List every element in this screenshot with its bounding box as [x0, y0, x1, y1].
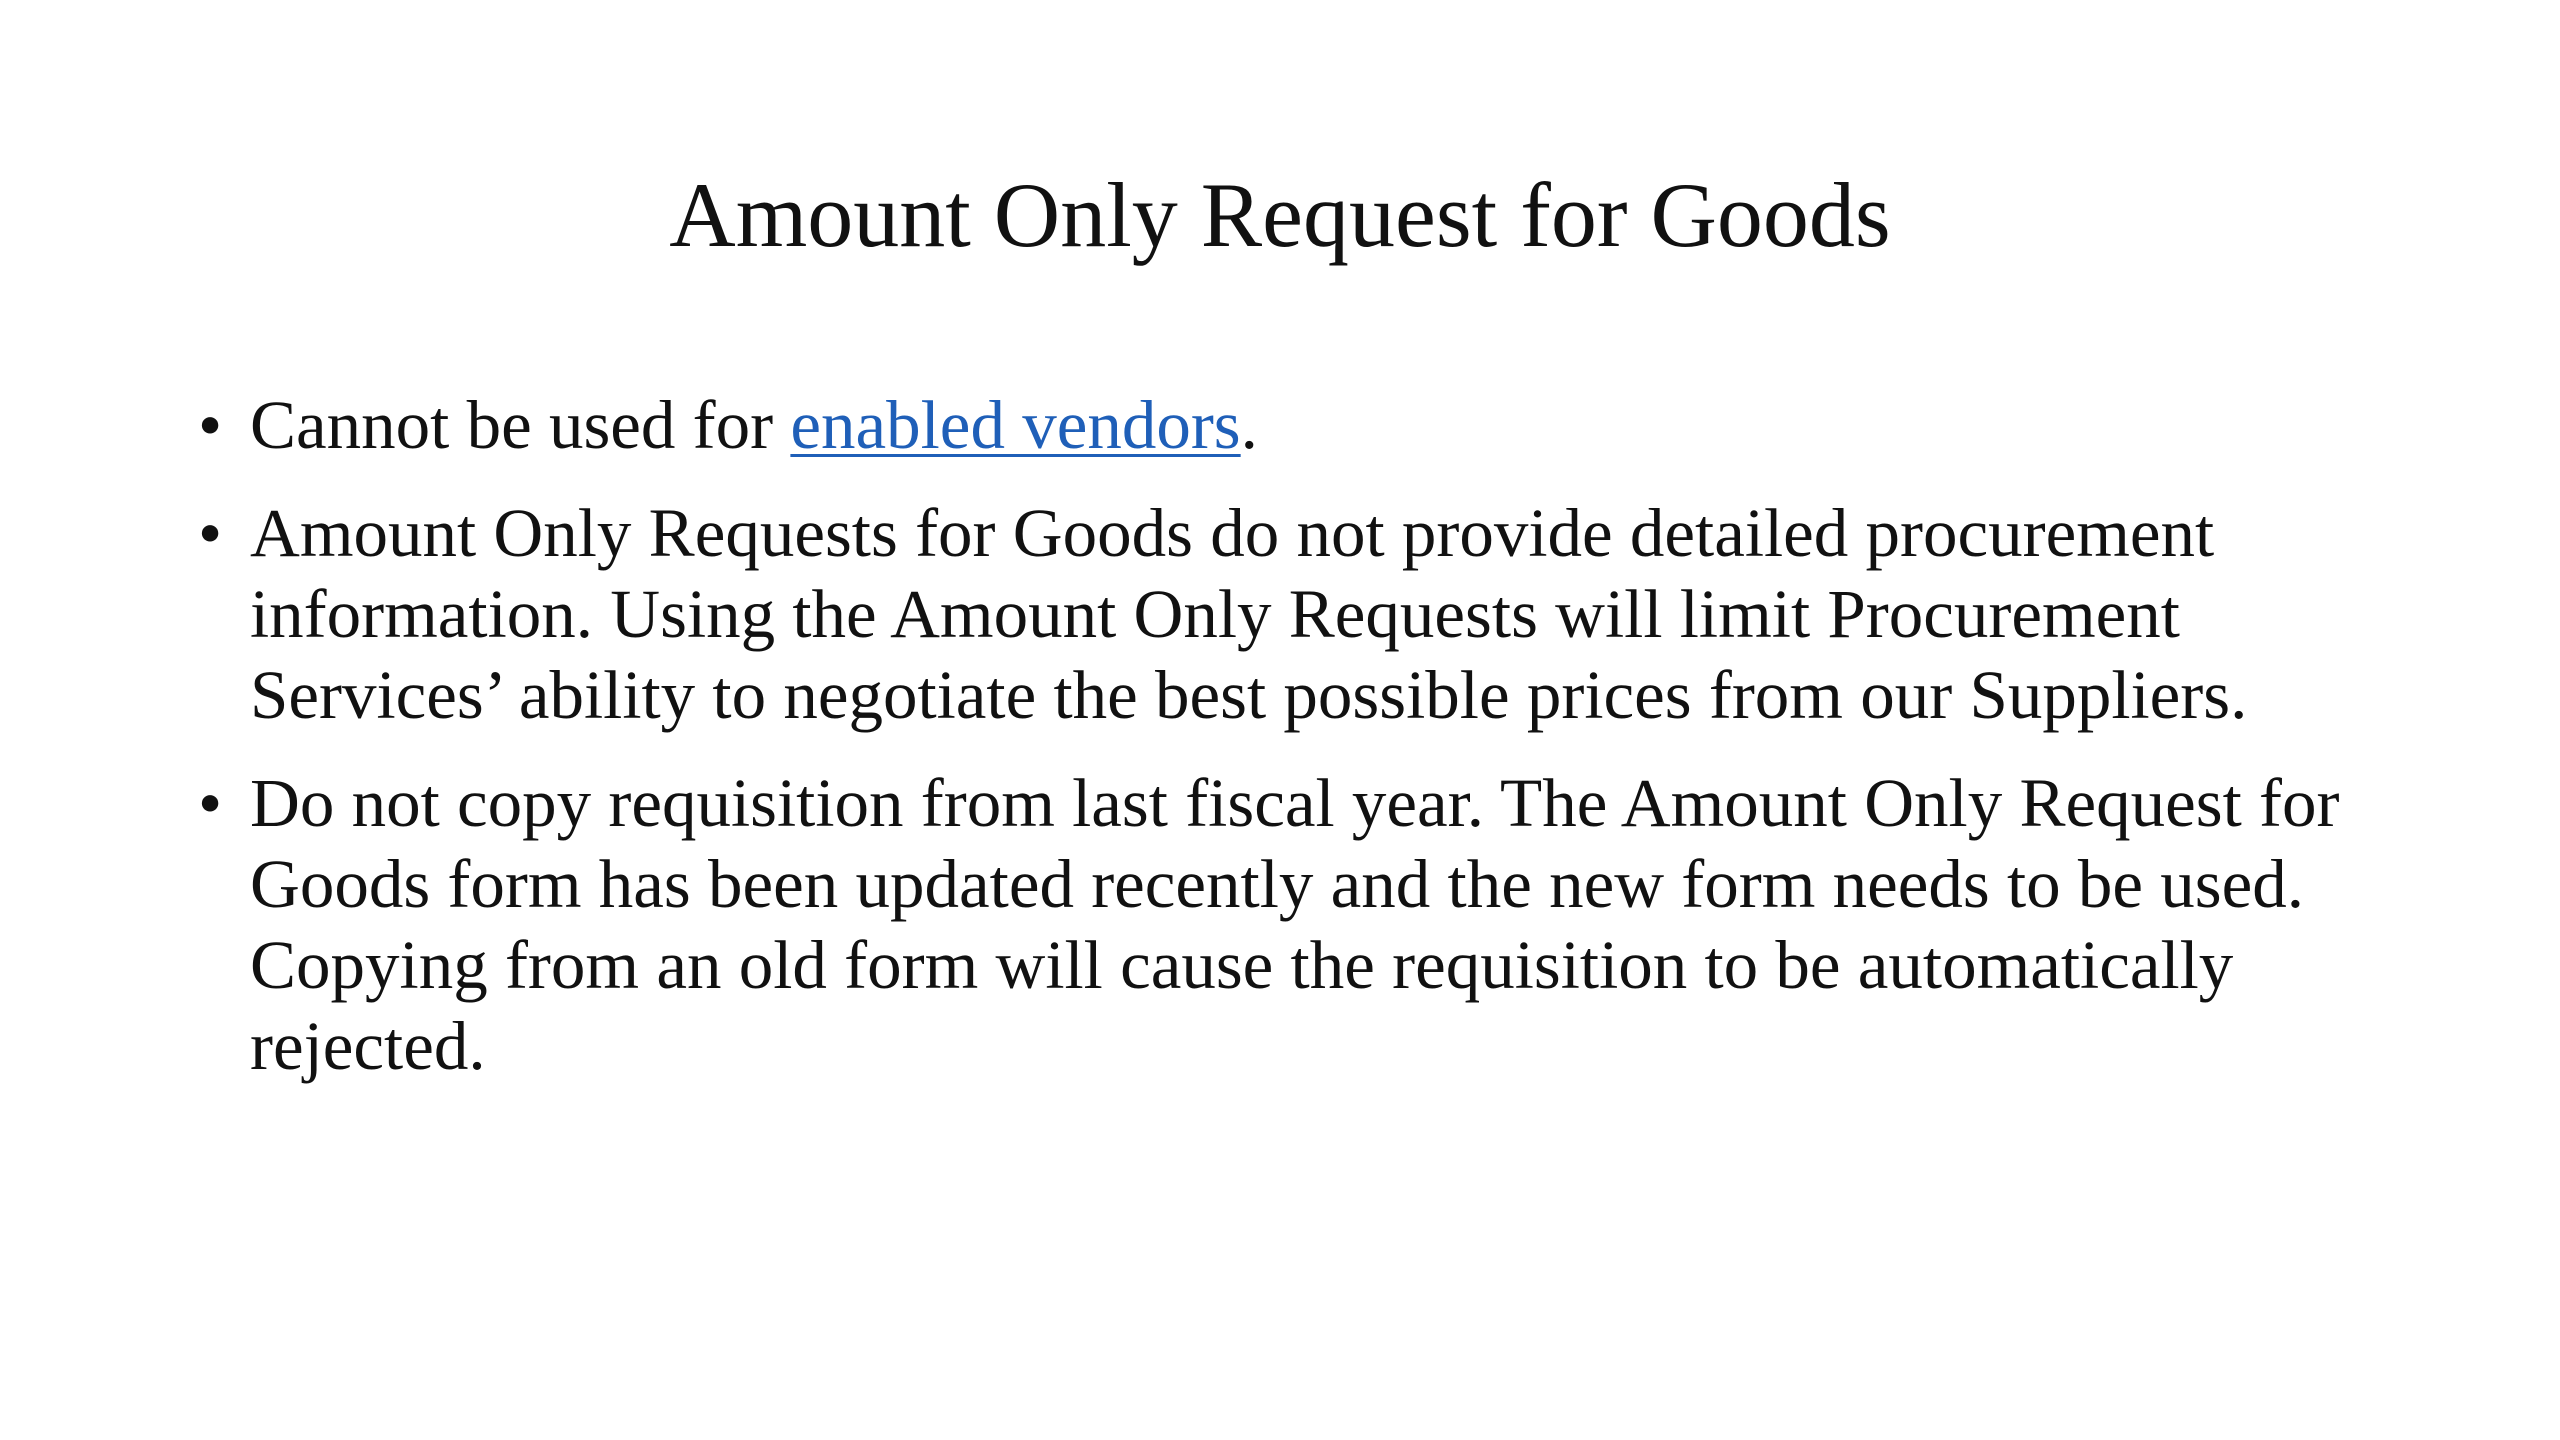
- bullet-text: Do not copy requisition from last fiscal year. The Amount Only Request for Goods form has been updated recently and the new form needs to be used. Copying from an old form will cause the requisition to be automatically rejected.: [250, 765, 2340, 1084]
- bullet-item-procurement-info: [190, 493, 2420, 736]
- enabled-vendors-link[interactable]: enabled vendors: [790, 387, 1241, 463]
- slide-title: Amount Only Request for Goods: [669, 164, 1891, 266]
- bullet-list: [190, 385, 2420, 1114]
- bullet-text: Cannot be used for: [250, 387, 791, 463]
- bullet-icon: •: [198, 387, 223, 463]
- bullet-text-end: .: [1240, 387, 1258, 463]
- bullet-icon: •: [198, 765, 223, 841]
- bullet-text: Amount Only Requests for Goods do not provide detailed procurement information. Using the Amount Only Requests will limit Procurement Services’ ability to negotiate the best possible prices from our Suppliers.: [250, 495, 2248, 733]
- bullet-icon: •: [198, 495, 223, 571]
- bullet-item-copy-requisition: [190, 763, 2420, 1087]
- bullet-item-enabled-vendors: [190, 385, 2420, 466]
